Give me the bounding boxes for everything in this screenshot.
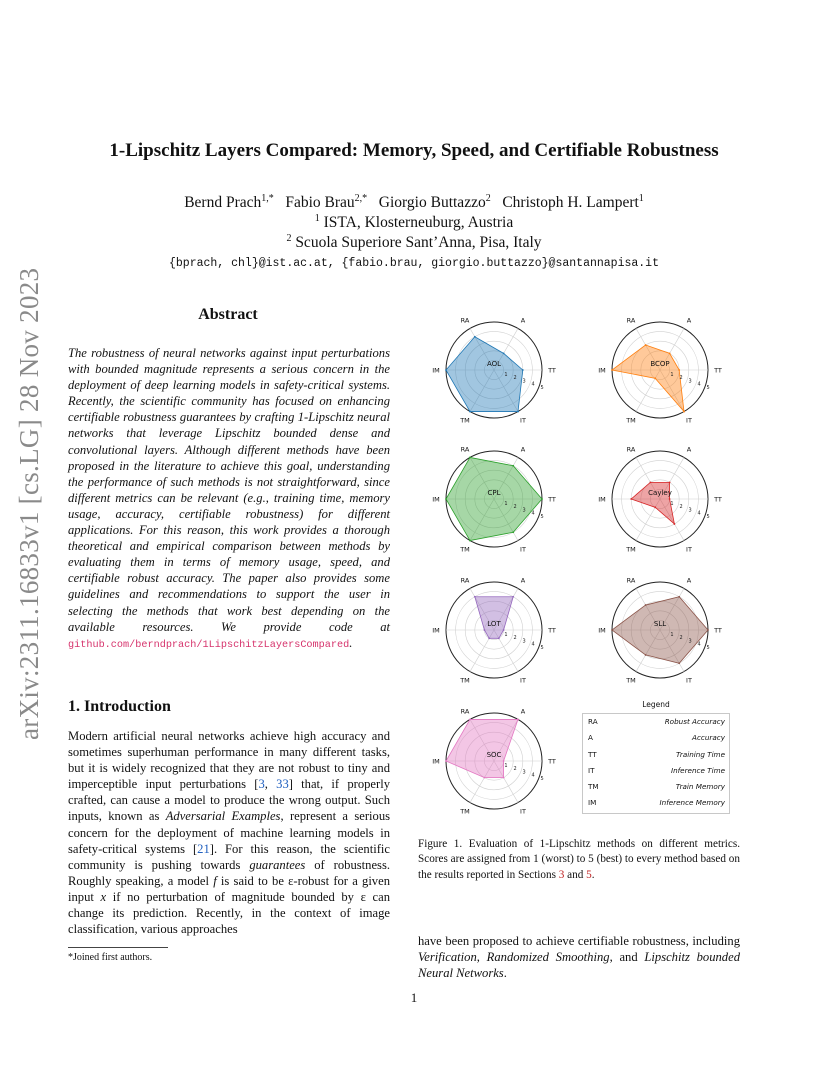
author-name: Giorgio Buttazzo xyxy=(378,194,486,212)
intro-emph: Adversarial Examples xyxy=(165,809,281,824)
radar-data-point xyxy=(517,719,519,721)
math-symbol: x xyxy=(100,889,107,904)
legend-full: Robust Accuracy xyxy=(664,717,725,726)
radar-data-point xyxy=(678,369,680,371)
radar-tick-label: 4 xyxy=(697,641,701,648)
radar-tick-label: 3 xyxy=(688,378,692,385)
radar-axis-label: RA xyxy=(626,316,636,325)
radar-tick-label: 1 xyxy=(504,371,508,378)
radar-data-point xyxy=(445,760,447,762)
radar-axis-label: RA xyxy=(460,707,470,716)
radar-axis-label: TM xyxy=(626,545,636,554)
radar-axis-label: TT xyxy=(714,366,722,375)
radar-method-label: BCOP xyxy=(650,360,670,368)
radar-tick-label: 4 xyxy=(531,510,535,517)
radar-data-point xyxy=(484,777,486,779)
body-text: have been proposed to achieve certifiable robustness, including xyxy=(418,934,740,948)
radar-data-point xyxy=(512,596,514,598)
radar-tick-label: 2 xyxy=(513,635,517,642)
legend-entry xyxy=(583,763,729,779)
radar-tick-label: 4 xyxy=(697,381,701,388)
affiliation-2 xyxy=(0,233,828,252)
radar-axis-label: TM xyxy=(626,676,636,685)
radar-method-label: LOT xyxy=(487,620,501,628)
legend-full: Accuracy xyxy=(692,733,725,743)
intro-text: if no perturbation of magnitude bounded by ε can change its prediction. Recently, in the context of image classification, various approaches xyxy=(68,889,390,937)
math-symbol: f xyxy=(213,873,217,888)
radar-tick-label: 5 xyxy=(540,384,544,391)
caption-text: . xyxy=(591,868,595,881)
body-emph: Verification xyxy=(418,950,477,965)
citation-link[interactable]: 33 xyxy=(276,777,289,792)
radar-axis-label: RA xyxy=(626,445,636,454)
section-link[interactable]: 5 xyxy=(586,868,592,881)
radar-tick-label: 1 xyxy=(670,371,674,378)
radar-axis-label: A xyxy=(686,576,692,585)
radar-axis-label: TT xyxy=(548,495,556,504)
body-text: , xyxy=(476,950,487,965)
legend-full: Training Time xyxy=(676,749,725,759)
legend-entry xyxy=(583,730,729,746)
radar-data-point xyxy=(445,498,447,500)
paper-title: 1-Lipschitz Layers Compared: Memory, Speed, and Certifiable Robustness xyxy=(109,140,719,161)
radar-data-point xyxy=(484,629,486,631)
radar-data-point xyxy=(517,411,519,413)
footnote-rule xyxy=(68,947,168,948)
radar-method-label: CPL xyxy=(487,489,501,497)
author-affil-sup: 1 xyxy=(638,193,644,204)
radar-axis-label: IT xyxy=(686,416,692,425)
legend-full: Inference Time xyxy=(670,765,725,775)
radar-series-area xyxy=(612,597,708,664)
radar-data-point xyxy=(645,344,647,346)
radar-axis-label: RA xyxy=(460,576,470,585)
radar-chart-cpl xyxy=(414,437,574,587)
radar-axis-label: A xyxy=(686,445,692,454)
radar-axis-label: A xyxy=(520,707,526,716)
legend-abbr: A xyxy=(588,733,593,743)
radar-tick-label: 1 xyxy=(670,500,674,507)
radar-data-point xyxy=(650,481,652,483)
radar-tick-label: 5 xyxy=(540,513,544,520)
radar-data-point xyxy=(674,523,676,525)
radar-tick-label: 2 xyxy=(679,504,683,511)
radar-tick-label: 2 xyxy=(513,375,517,382)
radar-data-point xyxy=(678,596,680,598)
radar-method-label: AOL xyxy=(486,360,502,368)
page-number: 1 xyxy=(410,990,418,1005)
radar-data-point xyxy=(488,637,490,639)
radar-tick-label: 5 xyxy=(540,775,544,782)
body-text: . xyxy=(503,966,507,981)
right-column-text xyxy=(418,933,740,981)
legend-entry xyxy=(583,795,729,811)
radar-axis-label: A xyxy=(520,576,526,585)
radar-data-point xyxy=(611,369,613,371)
author-affil-sup: 1,* xyxy=(261,193,274,204)
radar-method-label: Cayley xyxy=(648,489,672,497)
radar-data-point xyxy=(445,369,447,371)
radar-data-point xyxy=(683,411,685,413)
radar-axis-label: IT xyxy=(686,545,692,554)
footnote: *Joined first authors. xyxy=(68,952,153,963)
affil-text: ISTA, Klosterneuburg, Austria xyxy=(323,214,514,232)
radar-axis-label: RA xyxy=(626,576,636,585)
radar-series-area xyxy=(446,337,526,412)
radar-method-label: SLL xyxy=(653,620,667,628)
radar-data-point xyxy=(707,629,709,631)
radar-data-point xyxy=(654,506,656,508)
radar-chart-cayley xyxy=(580,437,740,587)
legend-entry xyxy=(583,714,729,730)
radar-data-point xyxy=(512,531,514,533)
body-text: , and xyxy=(609,950,645,965)
radar-data-point xyxy=(469,540,471,542)
radar-data-point xyxy=(498,637,500,639)
radar-axis-label: TT xyxy=(714,495,722,504)
radar-tick-label: 5 xyxy=(706,513,710,520)
author-affil-sup: 2 xyxy=(485,193,491,204)
radar-tick-label: 2 xyxy=(513,504,517,511)
radar-axis-label: IM xyxy=(598,626,606,635)
radar-axis-label: TT xyxy=(714,626,722,635)
radar-axis-label: IM xyxy=(598,366,606,375)
radar-data-point xyxy=(503,760,505,762)
intro-text: ] that, if properly crafted, can cause a model to produce the wrong output. Such inputs, known as xyxy=(68,777,391,824)
radar-data-point xyxy=(503,777,505,779)
radar-axis-label: IT xyxy=(520,416,526,425)
citation-link[interactable]: 21 xyxy=(197,841,210,856)
author-name: Christoph H. Lampert xyxy=(502,194,639,212)
intro-heading: 1. Introduction xyxy=(68,698,171,715)
radar-tick-label: 5 xyxy=(540,644,544,651)
legend-abbr: RA xyxy=(588,717,598,726)
intro-text: is said to be ε-robust for a given input xyxy=(68,873,390,904)
radar-axis-label: TM xyxy=(460,807,470,816)
radar-data-point xyxy=(678,662,680,664)
intro-text: , represent a serious concern for the deployment of machine learning models in safety-critical systems [ xyxy=(68,809,391,856)
author-list xyxy=(0,193,828,212)
legend-abbr: IT xyxy=(588,765,595,775)
radar-chart-lot xyxy=(414,568,574,718)
author-affil-sup: 2,* xyxy=(354,193,368,204)
radar-tick-label: 5 xyxy=(706,644,710,651)
radar-tick-label: 1 xyxy=(670,631,674,638)
radar-tick-label: 2 xyxy=(679,635,683,642)
legend-entry xyxy=(583,747,729,763)
radar-axis-label: RA xyxy=(460,445,470,454)
arxiv-identifier: arXiv:2311.16833v1 [cs.LG] 28 Nov 2023 xyxy=(14,267,44,740)
intro-emph: guarantees xyxy=(249,857,306,872)
radar-data-point xyxy=(474,336,476,338)
radar-axis-label: TM xyxy=(626,416,636,425)
radar-axis-label: IT xyxy=(686,676,692,685)
affil-sup: 2 xyxy=(286,233,292,244)
radar-tick-label: 4 xyxy=(697,510,701,517)
radar-data-point xyxy=(503,629,505,631)
radar-series-area xyxy=(446,457,542,540)
radar-tick-label: 4 xyxy=(531,641,535,648)
radar-axis-label: IT xyxy=(520,807,526,816)
legend-entry xyxy=(583,779,729,795)
intro-text: Modern artificial neural networks achieve high accuracy and sometimes superhuman performance in many different tasks, but it is widely recognized that they are not robust to tiny and imperceptible input perturbations [ xyxy=(68,729,390,792)
legend-full: Inference Memory xyxy=(659,798,725,808)
radar-data-point xyxy=(503,352,505,354)
radar-chart-soc xyxy=(414,699,574,849)
intro-text: ]. For this reason, the scientific community is pushing towards xyxy=(68,841,390,872)
radar-axis-label: A xyxy=(686,316,692,325)
radar-axis-label: TM xyxy=(460,676,470,685)
abstract-body: The robustness of neural networks against input perturbations with bounded magnitude represents a serious concern in the deployment of deep learning models in safety-critical systems. Recently, the scientific community has focused on enhancing certifiable robustness guarantees by crafting 1-Lipschitz neural networks that leverage Lipschitz bounded dense and convolutional layers. Although different methods have been proposed in the literature to achieve this goal, understanding the performance of such methods is not straightforward, since different metrics can be relevant (e.g., training time, memory usage, accuracy, certifiable robustness) for different applications. For this reason, this work provides a thorough theoretical and empirical comparison between methods by evaluating them in terms of memory usage, speed, and certifiable robust accuracy. The paper also provides some guidelines and recommendations to support the user in selecting the methods that work best depending on the available resources. We provide code at github.com/berndprach/1LipschitzLayersCompared. xyxy=(68,346,390,651)
radar-axis-label: TT xyxy=(548,757,556,766)
radar-tick-label: 1 xyxy=(504,631,508,638)
radar-data-point xyxy=(469,411,471,413)
legend-full: Train Memory xyxy=(675,782,725,792)
radar-chart-aol xyxy=(414,308,574,458)
figure-caption xyxy=(418,837,740,883)
radar-axis-label: TM xyxy=(460,545,470,554)
radar-axis-label: TT xyxy=(548,626,556,635)
radar-data-point xyxy=(474,596,476,598)
radar-tick-label: 5 xyxy=(706,384,710,391)
radar-axis-label: RA xyxy=(460,316,470,325)
radar-data-point xyxy=(522,369,524,371)
radar-data-point xyxy=(669,352,671,354)
radar-tick-label: 2 xyxy=(513,766,517,773)
legend-abbr: IM xyxy=(588,798,597,808)
body-emph: Randomized Smoothing xyxy=(486,950,610,965)
code-link[interactable]: github.com/berndprach/1LipschitzLayersCompared xyxy=(68,639,350,651)
radar-data-point xyxy=(611,629,613,631)
radar-tick-label: 4 xyxy=(531,381,535,388)
citation-link[interactable]: 3 xyxy=(258,777,265,792)
radar-tick-label: 3 xyxy=(522,769,526,776)
radar-data-point xyxy=(469,719,471,721)
radar-tick-label: 3 xyxy=(522,507,526,514)
author-name: Bernd Prach xyxy=(184,194,262,212)
radar-data-point xyxy=(645,654,647,656)
body-emph: Lipschitz bounded Neural Networks xyxy=(418,950,740,981)
radar-tick-label: 3 xyxy=(522,378,526,385)
radar-data-point xyxy=(669,481,671,483)
radar-tick-label: 1 xyxy=(504,762,508,769)
radar-axis-label: IM xyxy=(432,366,440,375)
radar-data-point xyxy=(654,377,656,379)
affil-sup: 1 xyxy=(314,213,320,224)
chart-legend xyxy=(582,713,730,814)
affil-text: Scuola Superiore Sant’Anna, Pisa, Italy xyxy=(295,234,542,252)
radar-axis-label: IT xyxy=(520,676,526,685)
radar-data-point xyxy=(469,457,471,459)
intro-text: of robustness. Roughly speaking, a model xyxy=(68,857,391,888)
radar-series-area xyxy=(446,719,518,777)
legend-abbr: TM xyxy=(588,782,599,792)
radar-tick-label: 3 xyxy=(522,638,526,645)
radar-axis-label: IT xyxy=(520,545,526,554)
radar-axis-label: A xyxy=(520,445,526,454)
abstract-heading: Abstract xyxy=(198,306,258,323)
radar-axis-label: IM xyxy=(432,757,440,766)
radar-tick-label: 4 xyxy=(531,772,535,779)
abstract-text: The robustness of neural networks against input perturbations with bounded magnitude represents a serious concern in the deployment of deep learning models in safety-critical systems. Recently, the scientific community has focused on enhancing certifiable robustness guarantees by crafting 1-Lipschitz neural networks that leverage Lipschitz bounded dense and convolutional layers. Although different methods have been proposed in the literature to achieve this goal, understanding the performance of such methods is not straightforward, since different metrics can be relevant (e.g., training time, memory usage, accuracy, certifiable robustness) for different applications. For this reason, this work provides a thorough theoretical and empirical comparison between methods by evaluating them in terms of memory usage, speed, and certifiable robust accuracy. The paper also provides some guidelines and recommendations to support the user in selecting the methods that work best depending on the available resources. We provide code at xyxy=(68,346,390,634)
caption-text: Figure 1. Evaluation of 1-Lipschitz methods on different metrics. Scores are assigned from 1 (worst) to 5 (best) to every method based on the results reported in Sections xyxy=(418,838,740,881)
radar-tick-label: 3 xyxy=(688,638,692,645)
radar-chart-bcop xyxy=(580,308,740,458)
radar-data-point xyxy=(541,498,543,500)
radar-data-point xyxy=(645,604,647,606)
section-link[interactable]: 3 xyxy=(558,868,565,881)
radar-axis-label: IM xyxy=(598,495,606,504)
radar-tick-label: 2 xyxy=(679,375,683,382)
radar-data-point xyxy=(630,498,632,500)
author-emails: {bprach, chl}@ist.ac.at, {fabio.brau, giorgio.buttazzo}@santannapisa.it xyxy=(169,257,659,270)
caption-text: and xyxy=(564,868,587,881)
intro-body: Modern artificial neural networks achieve high accuracy and sometimes superhuman performance in many different tasks, but it is widely recognized that they are not robust to tiny and imperceptible input perturbations [3, 33] that, if properly crafted, can cause a model to produce the wrong output. Such inputs, known as Adversarial Examples, represent a serious concern for the deployment of machine learning models in safety-critical systems [21]. For this reason, the scientific community is pushing towards guarantees of robustness. Roughly speaking, a model f is said to be ε-robust for a given input x if no perturbation of magnitude bounded by ε can change its prediction. Recently, in the context of image classification, various approaches xyxy=(68,729,391,937)
radar-axis-label: TT xyxy=(548,366,556,375)
radar-data-point xyxy=(512,465,514,467)
legend-title: Legend xyxy=(642,700,670,709)
legend-abbr: TT xyxy=(588,749,597,759)
author-name: Fabio Brau xyxy=(285,194,355,212)
affiliation-1 xyxy=(0,213,828,232)
radar-axis-label: A xyxy=(520,316,526,325)
radar-axis-label: IM xyxy=(432,626,440,635)
radar-data-point xyxy=(669,498,671,500)
radar-axis-label: TM xyxy=(460,416,470,425)
radar-tick-label: 3 xyxy=(688,507,692,514)
radar-method-label: SOC xyxy=(486,751,502,759)
radar-axis-label: IM xyxy=(432,495,440,504)
radar-tick-label: 1 xyxy=(504,500,508,507)
radar-chart-sll xyxy=(580,568,740,718)
